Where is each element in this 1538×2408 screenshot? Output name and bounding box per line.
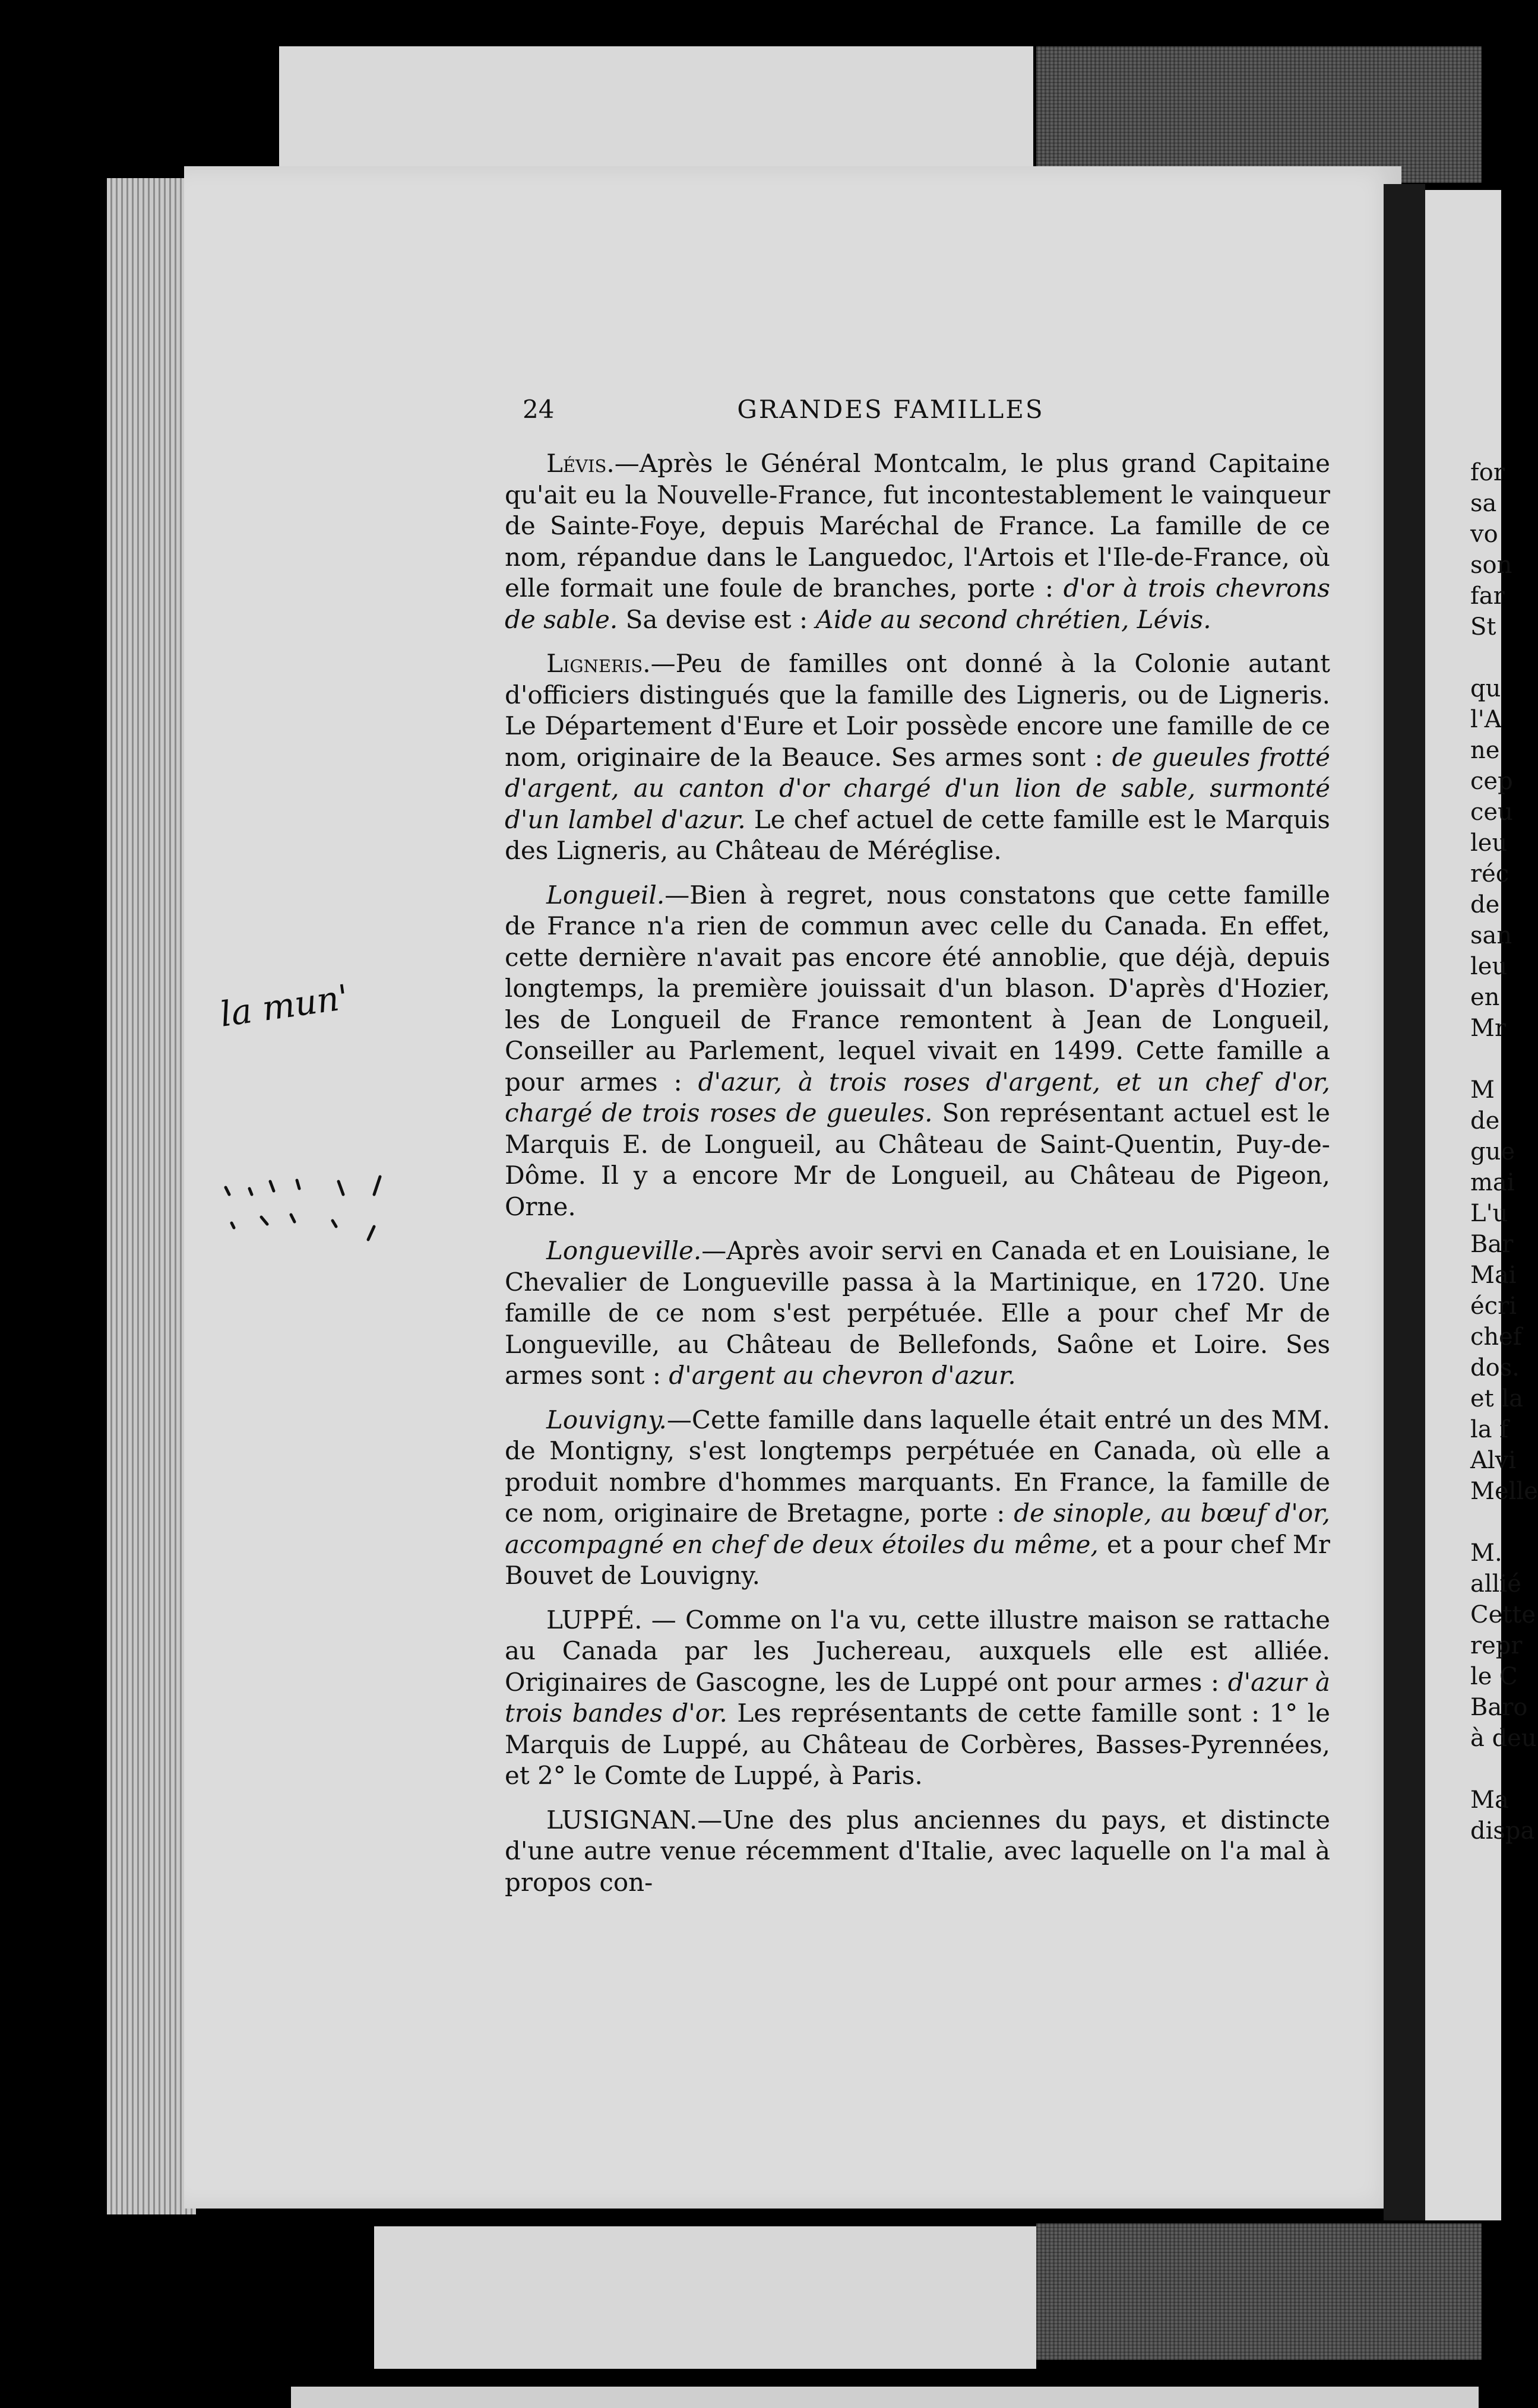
entry-text: Sa devise est :	[618, 604, 816, 634]
facing-page-line: vo	[1470, 521, 1498, 548]
book-gutter	[1384, 184, 1425, 2220]
facing-page-line: ceu	[1470, 799, 1513, 826]
facing-page-line	[1470, 1507, 1506, 1538]
entry-paragraph	[505, 648, 1330, 867]
facing-page-line: le C	[1470, 1663, 1518, 1690]
facing-page-line: ne	[1470, 737, 1500, 764]
page-header	[523, 395, 1259, 430]
entry-paragraph	[505, 1805, 1330, 1899]
entry-text: — Comme on l'a vu, cette illustre maison se rattache au Canada par les Juchereau, auxquels elle est alliée. Originaires de Gascogne, les de Luppé ont pour armes :	[505, 1605, 1330, 1697]
blazon-text: de gueules frotté d'argent, au canton d'or chargé d'un lion de sable, surmonté d'un lambel d'azur.	[505, 742, 1330, 834]
entry-head: Louvigny.	[546, 1405, 667, 1434]
entry-text: —Cette famille dans laquelle était entré un des MM. de Montigny, s'est longtemps perpétuée en Canada, où elle a produit nombre d'hommes marquants. En France, la famille de ce nom, originaire de Bretagne, porte :	[505, 1405, 1330, 1528]
entry-text: —Une des plus anciennes du pays, et distincte d'une autre venue récemment d'Italie, avec laquelle on l'a mal à propos con-	[505, 1805, 1330, 1897]
facing-page-line: M	[1470, 1076, 1495, 1104]
handwritten-note: la mun'	[217, 977, 351, 1035]
handwritten-marks	[214, 1176, 451, 1282]
facing-page-line: dispa	[1470, 1817, 1535, 1845]
facing-page-line: M.	[1470, 1539, 1502, 1567]
entry-paragraph	[505, 880, 1330, 1223]
facing-page-line: Ma	[1470, 1786, 1509, 1814]
entry-head: Longueville.	[546, 1236, 702, 1265]
entry-text: —Après le Général Montcalm, le plus grand Capitaine qu'ait eu la Nouvelle-France, fut incontestablement le vainqueur de Sainte-Foye, depuis Maréchal de France. La famille de ce nom, répandue dans le Languedoc, l'Artois et l'Ile-de-France, où elle formait une foule de branches, porte :	[505, 449, 1330, 603]
entry-paragraph	[505, 1235, 1330, 1392]
facing-page-line: dos.	[1470, 1354, 1520, 1382]
entry-text: Son représentant actuel est le Marquis E. de Longueil, au Château de Saint-Quentin, Puy-de-Dôme. Il y a encore Mr de Longueil, au Château de Pigeon, Orne.	[505, 1098, 1330, 1221]
facing-page-line: en	[1470, 984, 1500, 1011]
fabric-background-bottom	[1036, 2223, 1482, 2360]
fabric-background-top	[1036, 46, 1482, 183]
blazon-text: de sinople, au bœuf d'or, accompagné en chef de deux étoiles du même,	[505, 1498, 1330, 1559]
facing-page-line: cep	[1470, 768, 1513, 795]
facing-page-line: chef	[1470, 1323, 1522, 1351]
facing-page-line	[1470, 1044, 1506, 1075]
facing-page-line: allié	[1470, 1570, 1521, 1598]
blazon-text: d'argent au chevron d'azur.	[669, 1361, 1016, 1390]
facing-page-line: san	[1470, 922, 1512, 949]
facing-page-line: Cette	[1470, 1601, 1536, 1628]
blazon-text: d'azur à trois bandes d'or.	[505, 1667, 1330, 1728]
facing-page-line: et la	[1470, 1385, 1524, 1412]
entry-text: Le chef actuel de cette famille est le Marquis des Ligneris, au Château de Méréglise.	[505, 804, 1330, 865]
facing-page-text	[1470, 457, 1538, 1846]
facing-page-line	[1470, 642, 1506, 673]
facing-page-line: Mai	[1470, 1262, 1517, 1289]
entry-head: Longueil.	[546, 880, 665, 910]
running-head: GRANDES FAMILLES	[737, 395, 1045, 424]
facing-page-line: leu	[1470, 953, 1508, 980]
book-page-edges	[107, 178, 196, 2214]
facing-page-line: repr	[1470, 1632, 1523, 1659]
entry-text: —Peu de familles ont donné à la Colonie autant d'officiers distingués que la famille des Ligneris, ou de Ligneris. Le Département d'Eure et Loir possède encore une famille de ce nom, originaire de la Beauce. Ses armes sont :	[505, 649, 1330, 772]
facing-page-line: L'u	[1470, 1200, 1508, 1227]
entry-paragraph	[505, 1605, 1330, 1792]
facing-page-line: réc	[1470, 860, 1509, 888]
facing-page-line: leu	[1470, 829, 1508, 857]
page-number: 24	[523, 395, 555, 424]
facing-page-line: qu	[1470, 675, 1501, 702]
entry-text: Les représentants de cette famille sont : 1° le Marquis de Luppé, au Château de Corbères, Basses-Pyrennées, et 2° le Comte de Luppé, à Paris.	[505, 1699, 1331, 1790]
facing-page-line: son	[1470, 552, 1512, 579]
top-paper-strip	[279, 46, 1033, 171]
facing-page-line: Baro	[1470, 1694, 1528, 1721]
facing-page-line: Alvi	[1470, 1447, 1517, 1474]
facing-page-line: de	[1470, 1107, 1500, 1135]
entry-paragraph	[505, 1405, 1330, 1592]
bottom-edge-strip	[291, 2387, 1479, 2408]
entry-text: —Bien à regret, nous constatons que cette famille de France n'a rien de commun avec celle du Canada. En effet, cette dernière n'avait pas encore été annoblie, que déjà, depuis longtemps, la première jouissait d'un blason. D'après d'Hozier, les de Longueil de France remontent à Jean de Longueil, Conseiller au Parlement, lequel vivait en 1499. Cette famille a pour armes :	[505, 880, 1330, 1097]
facing-page-line: l'A	[1470, 706, 1502, 733]
facing-page-line: for	[1470, 459, 1505, 486]
facing-page-line: la f	[1470, 1416, 1509, 1443]
facing-page-line	[1470, 1754, 1506, 1785]
entry-paragraph	[505, 448, 1330, 635]
entry-text: et a pour chef Mr Bouvet de Louvigny.	[505, 1529, 1330, 1590]
facing-page-line: Bar	[1470, 1231, 1514, 1258]
entry-head: LUPPÉ.	[546, 1605, 643, 1634]
facing-page-line: mai	[1470, 1169, 1515, 1196]
body-text	[505, 448, 1330, 1911]
facing-page-line: Mr	[1470, 1015, 1507, 1042]
facing-page-line: sa	[1470, 490, 1497, 517]
entry-head: LUSIGNAN.	[546, 1805, 698, 1834]
facing-page-line: à deu	[1470, 1725, 1537, 1752]
blazon-text: d'azur, à trois roses d'argent, et un chef d'or, chargé de trois roses de gueules.	[505, 1067, 1330, 1127]
facing-page-line: Melle	[1470, 1478, 1538, 1505]
entry-head: Ligneris.	[546, 649, 651, 678]
entry-head: Lévis.	[546, 449, 615, 478]
bottom-paper-strip	[374, 2226, 1036, 2369]
facing-page-line: de	[1470, 891, 1500, 918]
blazon-text: Aide au second chrétien, Lévis.	[815, 604, 1211, 634]
blazon-text: d'or à trois chevrons de sable.	[505, 574, 1330, 634]
facing-page-line: gue	[1470, 1138, 1515, 1165]
entry-text: —Après avoir servi en Canada et en Louisiane, le Chevalier de Longueville passa à la Martinique, en 1720. Une famille de ce nom s'est perpétuée. Elle a pour chef Mr de Longueville, au Château de Bellefonds, Saône et Loire. Ses armes sont :	[505, 1236, 1330, 1390]
facing-page-line: far	[1470, 582, 1505, 610]
facing-page-line: écri	[1470, 1292, 1517, 1320]
facing-page-line: St	[1470, 613, 1496, 641]
